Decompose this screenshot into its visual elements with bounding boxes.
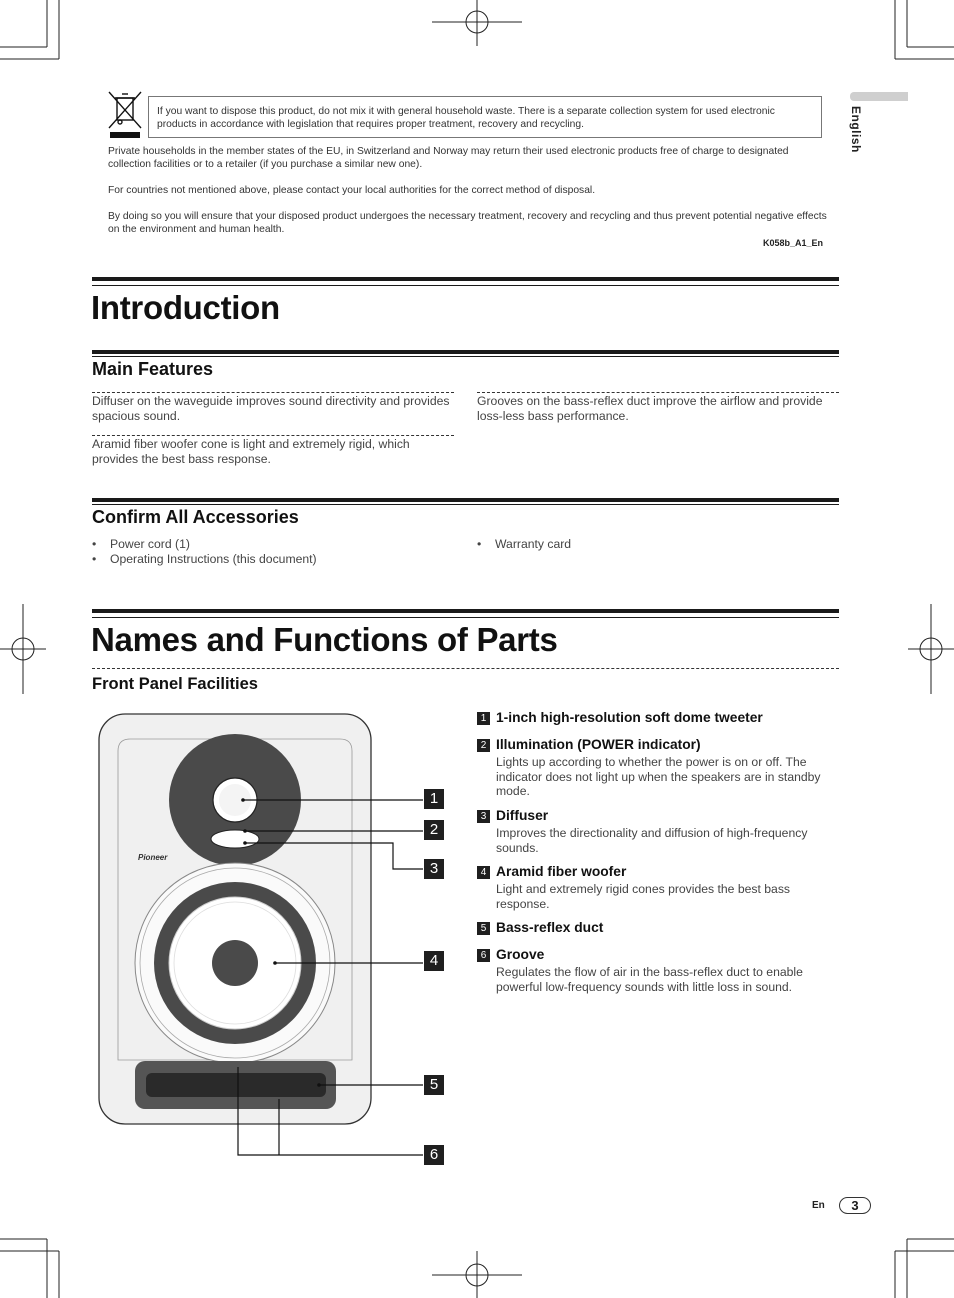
heading-rule [92,617,839,618]
section-title-introduction: Introduction [91,289,280,326]
disposal-boxed-text: If you want to dispose this product, do not mix it with general household waste. There is a separate collection system for used electronic products in accordance with legislation that requires proper treatment, recovery and recycling. [157,106,775,130]
part-title-bass-reflex: Bass-reflex duct [496,920,604,935]
callout-4: 4 [424,951,444,971]
divider [92,435,454,436]
accessory-item: • Operating Instructions (this document) [110,552,317,567]
heading-rule [92,356,839,357]
part-number: 2 [477,739,490,752]
callout-5: 5 [424,1075,444,1095]
subheading-accessories: Confirm All Accessories [92,507,299,527]
heading-rule [92,350,839,354]
callout-1: 1 [424,789,444,809]
heading-rule [92,609,839,613]
language-tab [850,92,908,101]
subheading-front-panel: Front Panel Facilities [92,675,258,693]
bass-reflex-duct [146,1073,326,1097]
part-title-groove: Groove [496,947,545,962]
part-desc-groove: Regulates the flow of air in the bass-reflex duct to enable powerful low-frequency sounds with little loss in sound. [496,965,803,994]
document-code: K058b_A1_En [762,238,823,248]
part-desc-diffuser: Improves the directionality and diffusion of high-frequency sounds. [496,826,808,855]
part-number: 4 [477,866,490,879]
language-tab-label: English [849,106,863,153]
heading-rule [92,277,839,281]
part-number: 5 [477,922,490,935]
divider [92,392,454,393]
divider [477,392,839,393]
part-desc-illumination: Lights up according to whether the power is on or off. The indicator does not light up when the speakers are in standby mode. [496,755,821,798]
speaker-front-illustration [90,705,450,1165]
part-number: 3 [477,810,490,823]
disposal-paragraph: For countries not mentioned above, please contact your local authorities for the correct method of disposal. [108,185,596,196]
disposal-notice-box [148,96,822,138]
callout-6: 6 [424,1145,444,1165]
accessory-item: • Power cord (1) [110,537,190,552]
woofer-dust-cap [212,940,258,986]
heading-rule [92,285,839,286]
heading-rule [92,504,839,505]
brand-logo: Pioneer [138,853,168,862]
disposal-paragraph: Private households in the member states of the EU, in Switzerland and Norway may return their used electronic products free of charge to designated collection facilities or to a retailer (if you purchase a similar new one). [108,146,789,170]
disposal-paragraph: By doing so you will ensure that your disposed product undergoes the necessary treatment, recovery and recycling and thus prevent potential negative effects on the environment and human health. [108,211,827,235]
part-title-illumination: Illumination (POWER indicator) [496,737,701,752]
part-title-woofer: Aramid fiber woofer [496,864,627,879]
part-number: 6 [477,949,490,962]
crossed-out-wheelie-bin-icon [107,90,143,140]
feature-item: Aramid fiber woofer cone is light and extremely rigid, which provides the best bass response. [92,437,410,466]
power-indicator [211,830,259,848]
part-title-diffuser: Diffuser [496,808,549,823]
part-title-tweeter: 1-inch high-resolution soft dome tweeter [496,710,763,725]
section-title-names-functions: Names and Functions of Parts [91,621,558,658]
accessory-item: • Warranty card [495,537,571,552]
feature-item: Diffuser on the waveguide improves sound directivity and provides spacious sound. [92,394,450,423]
callout-2: 2 [424,820,444,840]
subheading-main-features: Main Features [92,359,214,379]
heading-rule [92,498,839,502]
callout-3: 3 [424,859,444,879]
page-number: 3 [839,1197,871,1214]
divider [92,668,839,669]
footer-language: En [812,1200,825,1211]
feature-item: Grooves on the bass-reflex duct improve the airflow and provide loss-less bass performance. [477,394,823,423]
part-desc-woofer: Light and extremely rigid cones provides the best bass response. [496,882,791,911]
part-number: 1 [477,712,490,725]
